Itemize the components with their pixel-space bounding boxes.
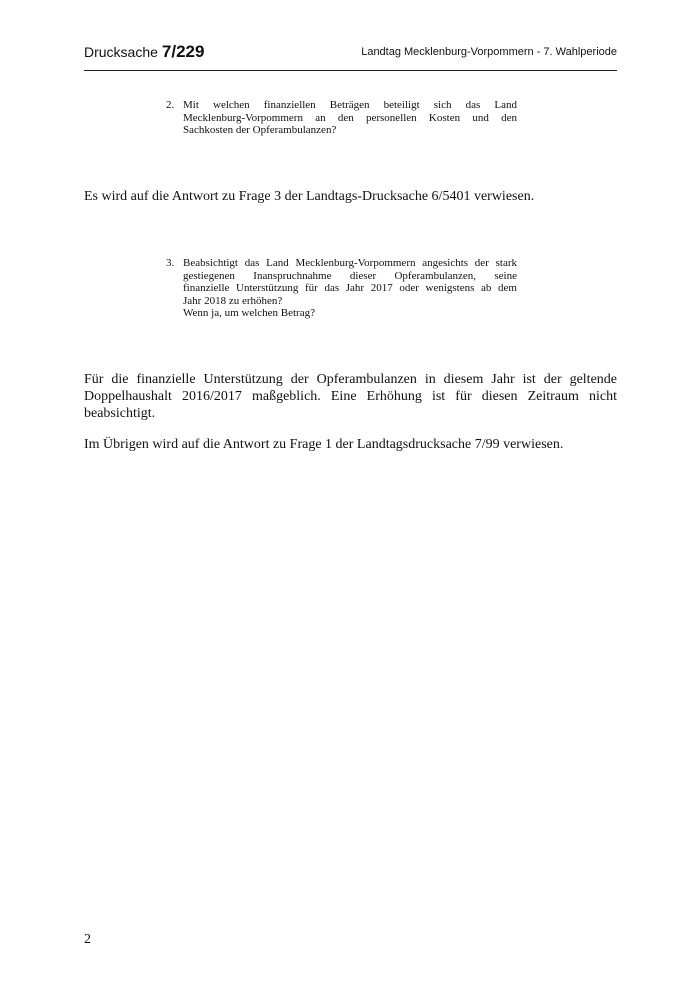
question-number: 2.: [166, 99, 175, 111]
answer-line: beabsichtigt.: [84, 406, 156, 421]
question-3: [166, 257, 517, 320]
question-2: [166, 99, 517, 137]
answer-line: Es wird auf die Antwort zu Frage 3 der Landtags-Drucksache 6/5401 verwiesen.: [84, 189, 535, 204]
answer-3-paragraph-2: [84, 436, 617, 453]
question-line: gestiegenen Inanspruchnahme dieser Opferambulanzen, seine: [183, 269, 517, 282]
question-text: [183, 257, 517, 320]
page-number: 2: [84, 932, 91, 947]
question-line: Sachkosten der Opferambulanzen?: [183, 124, 337, 136]
question-line: Beabsichtigt das Land Mecklenburg-Vorpommern angesichts der stark: [183, 257, 517, 269]
question-line: Mit welchen finanziellen Beträgen beteiligt sich das Land: [183, 99, 517, 111]
question-text: [183, 99, 517, 137]
question-line: finanzielle Unterstützung für das Jahr 2017 oder wenigstens ab dem: [183, 282, 517, 294]
question-line: Wenn ja, um welchen Betrag?: [183, 307, 315, 319]
question-number: 3.: [166, 257, 175, 269]
answer-line: Für die finanzielle Unterstützung der Opferambulanzen in diesem Jahr ist der geltende: [84, 372, 617, 387]
parliament-period: Landtag Mecklenburg-Vorpommern - 7. Wahlperiode: [361, 46, 617, 58]
question-line: Jahr 2018 zu erhöhen?: [183, 294, 283, 307]
document-reference: [84, 42, 204, 62]
answer-2: [84, 188, 617, 205]
document-number: 7/229: [161, 42, 205, 61]
answer-line: Doppelhaushalt 2016/2017 maßgeblich. Eine Erhöhung ist für diesen Zeitraum nicht: [84, 389, 617, 404]
document-label: Drucksache: [84, 44, 158, 60]
answer-3-paragraph-1: [84, 371, 617, 422]
question-line: Mecklenburg-Vorpommern an den personellen Kosten und den: [183, 111, 517, 124]
answer-line: Im Übrigen wird auf die Antwort zu Frage 1 der Landtagsdrucksache 7/99 verwiesen.: [84, 437, 564, 452]
page-header: [84, 40, 617, 71]
